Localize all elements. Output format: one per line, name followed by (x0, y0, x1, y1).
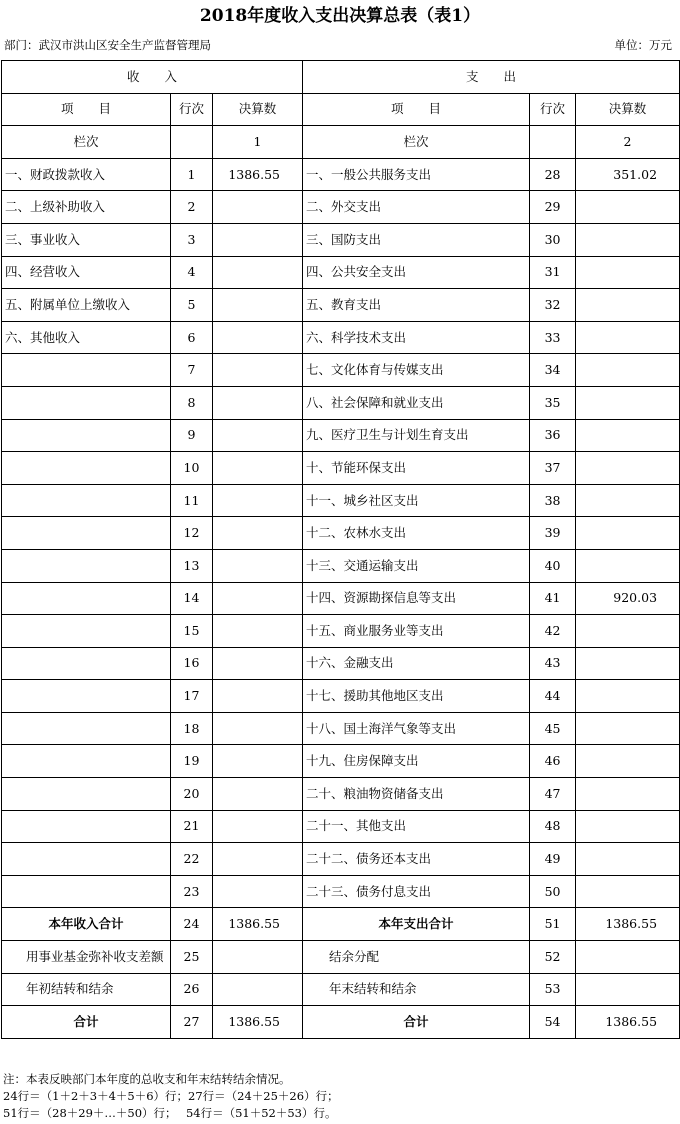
expense-summary-item: 结余分配 (303, 941, 530, 974)
income-amount (213, 680, 303, 713)
expense-row-no: 35 (530, 386, 576, 419)
income-row-no: 6 (171, 321, 213, 354)
income-row-no: 14 (171, 582, 213, 615)
expense-row-no: 46 (530, 745, 576, 778)
report-meta (4, 36, 676, 54)
expense-summary-item: 年末结转和结余 (303, 973, 530, 1006)
expense-amount (576, 517, 680, 550)
expense-summary-item: 合计 (303, 1006, 530, 1039)
income-item (2, 810, 171, 843)
expense-row-no: 31 (530, 256, 576, 289)
expense-amount (576, 615, 680, 648)
expense-amount (576, 289, 680, 322)
table-row (2, 712, 680, 745)
table-row (2, 875, 680, 908)
expense-row-no: 54 (530, 1006, 576, 1039)
expense-item: 十三、交通运输支出 (303, 549, 530, 582)
income-item: 四、经营收入 (2, 256, 171, 289)
expense-amount (576, 256, 680, 289)
expense-amount (576, 354, 680, 387)
expense-amount-header: 决算数 (576, 93, 680, 126)
expense-row-no: 45 (530, 712, 576, 745)
expense-amount (576, 810, 680, 843)
expense-item: 十五、商业服务业等支出 (303, 615, 530, 648)
income-row-no: 23 (171, 875, 213, 908)
income-amount (213, 843, 303, 876)
income-row-no: 18 (171, 712, 213, 745)
expense-row-no: 51 (530, 908, 576, 941)
table-row (2, 582, 680, 615)
expense-row-no: 34 (530, 354, 576, 387)
expense-row-no: 48 (530, 810, 576, 843)
income-amount (213, 517, 303, 550)
section-header-row (2, 61, 680, 94)
expense-row-no-header: 行次 (530, 93, 576, 126)
income-item: 三、事业收入 (2, 223, 171, 256)
expense-column-number: 2 (576, 126, 680, 159)
income-amount (213, 712, 303, 745)
expense-item: 二十一、其他支出 (303, 810, 530, 843)
note-line: 24行＝（1＋2＋3＋4＋5＋6）行；27行＝（24＋25＋26）行； (3, 1089, 339, 1103)
expense-item: 五、教育支出 (303, 289, 530, 322)
income-row-no: 3 (171, 223, 213, 256)
expense-item: 十四、资源勘探信息等支出 (303, 582, 530, 615)
income-summary-item: 年初结转和结余 (2, 973, 171, 1006)
unit-label: 单位：万元 (614, 38, 672, 52)
income-amount (213, 484, 303, 517)
expense-row-no: 53 (530, 973, 576, 1006)
income-row-no: 2 (171, 191, 213, 224)
income-row-no: 27 (171, 1006, 213, 1039)
income-row-no: 20 (171, 778, 213, 811)
expense-amount (576, 223, 680, 256)
income-row-no: 19 (171, 745, 213, 778)
expense-row-no: 52 (530, 941, 576, 974)
income-amount: 1386.55 (213, 908, 303, 941)
expense-item: 十一、城乡社区支出 (303, 484, 530, 517)
table-row (2, 843, 680, 876)
expense-row-no: 42 (530, 615, 576, 648)
income-item-header: 项 目 (2, 93, 171, 126)
expense-amount (576, 973, 680, 1006)
income-row-no: 15 (171, 615, 213, 648)
expense-row-no: 30 (530, 223, 576, 256)
income-item (2, 517, 171, 550)
note-line: 注：本表反映部门本年度的总收支和年末结转结余情况。 (3, 1072, 291, 1086)
income-row-no: 22 (171, 843, 213, 876)
table-row (2, 680, 680, 713)
expense-column-label: 栏次 (303, 126, 530, 159)
expense-amount: 1386.55 (576, 1006, 680, 1039)
income-item (2, 712, 171, 745)
income-amount (213, 419, 303, 452)
income-amount (213, 289, 303, 322)
summary-row (2, 1006, 680, 1039)
table-notes (3, 1071, 677, 1122)
income-item (2, 419, 171, 452)
expense-amount (576, 745, 680, 778)
expense-amount (576, 941, 680, 974)
income-row-no: 8 (171, 386, 213, 419)
income-item (2, 875, 171, 908)
expense-item: 二十三、债务付息支出 (303, 875, 530, 908)
expense-item: 二十、粮油物资储备支出 (303, 778, 530, 811)
income-item (2, 484, 171, 517)
expense-amount (576, 549, 680, 582)
table-row (2, 191, 680, 224)
expense-summary-item: 本年支出合计 (303, 908, 530, 941)
income-row-no: 12 (171, 517, 213, 550)
expense-amount: 1386.55 (576, 908, 680, 941)
note-line: 51行＝（28＋29＋…＋50）行； 54行＝（51＋52＋53）行。 (3, 1106, 337, 1120)
income-amount (213, 354, 303, 387)
table-row (2, 745, 680, 778)
income-row-no: 11 (171, 484, 213, 517)
column-header-row (2, 93, 680, 126)
income-item (2, 386, 171, 419)
income-amount (213, 256, 303, 289)
expense-item: 十、节能环保支出 (303, 452, 530, 485)
table-row (2, 452, 680, 485)
expense-item: 四、公共安全支出 (303, 256, 530, 289)
expense-amount (576, 191, 680, 224)
expense-row-no: 28 (530, 158, 576, 191)
expense-row-no: 50 (530, 875, 576, 908)
income-amount (213, 810, 303, 843)
income-item (2, 778, 171, 811)
column-index-row (2, 126, 680, 159)
income-row-no: 4 (171, 256, 213, 289)
income-item (2, 745, 171, 778)
income-amount (213, 386, 303, 419)
income-item (2, 582, 171, 615)
expense-amount (576, 778, 680, 811)
income-summary-item: 用事业基金弥补收支差额 (2, 941, 171, 974)
income-amount (213, 321, 303, 354)
expense-item-header: 项 目 (303, 93, 530, 126)
income-amount (213, 549, 303, 582)
income-amount (213, 582, 303, 615)
income-item: 二、上级补助收入 (2, 191, 171, 224)
table-row (2, 810, 680, 843)
expense-row-no: 29 (530, 191, 576, 224)
expense-item: 十九、住房保障支出 (303, 745, 530, 778)
income-row-no: 17 (171, 680, 213, 713)
table-row (2, 517, 680, 550)
income-item: 一、财政拨款收入 (2, 158, 171, 191)
income-item (2, 680, 171, 713)
income-item (2, 452, 171, 485)
income-item: 六、其他收入 (2, 321, 171, 354)
income-row-no: 5 (171, 289, 213, 322)
expense-item: 二、外交支出 (303, 191, 530, 224)
budget-summary-table (1, 60, 680, 1039)
expense-row-no: 36 (530, 419, 576, 452)
expense-amount (576, 680, 680, 713)
table-row (2, 289, 680, 322)
expense-amount (576, 386, 680, 419)
income-amount: 1386.55 (213, 1006, 303, 1039)
income-amount (213, 223, 303, 256)
income-item (2, 843, 171, 876)
expense-item: 六、科学技术支出 (303, 321, 530, 354)
income-column-label: 栏次 (2, 126, 171, 159)
income-item: 五、附属单位上缴收入 (2, 289, 171, 322)
expense-amount (576, 843, 680, 876)
income-row-no: 25 (171, 941, 213, 974)
income-row-no: 10 (171, 452, 213, 485)
income-item (2, 615, 171, 648)
income-row-no: 1 (171, 158, 213, 191)
table-row (2, 321, 680, 354)
summary-row (2, 973, 680, 1006)
expense-row-no: 33 (530, 321, 576, 354)
table-row (2, 354, 680, 387)
expense-item: 二十二、债务还本支出 (303, 843, 530, 876)
table-row (2, 386, 680, 419)
expense-amount (576, 712, 680, 745)
income-row-no-header: 行次 (171, 93, 213, 126)
income-row-no: 16 (171, 647, 213, 680)
income-amount (213, 615, 303, 648)
income-row-no: 7 (171, 354, 213, 387)
summary-row (2, 941, 680, 974)
table-row (2, 778, 680, 811)
income-row-no: 9 (171, 419, 213, 452)
page-title: 2018年度收入支出决算总表（表1） (199, 6, 481, 26)
income-amount (213, 452, 303, 485)
expense-amount: 351.02 (576, 158, 680, 191)
expense-amount (576, 452, 680, 485)
table-row (2, 158, 680, 191)
income-amount: 1386.55 (213, 158, 303, 191)
income-amount (213, 875, 303, 908)
income-item (2, 549, 171, 582)
table-row (2, 223, 680, 256)
income-summary-item: 合计 (2, 1006, 171, 1039)
expense-item: 七、文化体育与传媒支出 (303, 354, 530, 387)
summary-row (2, 908, 680, 941)
income-item (2, 647, 171, 680)
income-row-no: 21 (171, 810, 213, 843)
expense-amount (576, 875, 680, 908)
expense-item: 一、一般公共服务支出 (303, 158, 530, 191)
income-row-no: 24 (171, 908, 213, 941)
income-amount (213, 647, 303, 680)
expense-row-no: 49 (530, 843, 576, 876)
expense-amount (576, 419, 680, 452)
table-row (2, 615, 680, 648)
income-amount (213, 745, 303, 778)
expense-row-no: 38 (530, 484, 576, 517)
expense-item: 八、社会保障和就业支出 (303, 386, 530, 419)
income-amount (213, 973, 303, 1006)
income-amount-header: 决算数 (213, 93, 303, 126)
expense-amount: 920.03 (576, 582, 680, 615)
expense-row-no: 37 (530, 452, 576, 485)
table-row (2, 256, 680, 289)
table-row (2, 484, 680, 517)
department-label: 部门：武汉市洪山区安全生产监督管理局 (4, 38, 211, 52)
income-amount (213, 191, 303, 224)
income-row-no: 13 (171, 549, 213, 582)
income-row-no: 26 (171, 973, 213, 1006)
income-amount (213, 778, 303, 811)
income-summary-item: 本年收入合计 (2, 908, 171, 941)
expense-row-no: 43 (530, 647, 576, 680)
expense-row-no: 39 (530, 517, 576, 550)
expense-item: 九、医疗卫生与计划生育支出 (303, 419, 530, 452)
expense-section-header: 支 出 (303, 61, 680, 94)
expense-row-no: 41 (530, 582, 576, 615)
expense-amount (576, 484, 680, 517)
expense-amount (576, 321, 680, 354)
expense-row-no: 32 (530, 289, 576, 322)
expense-item: 三、国防支出 (303, 223, 530, 256)
income-item (2, 354, 171, 387)
expense-item: 十六、金融支出 (303, 647, 530, 680)
expense-item: 十八、国土海洋气象等支出 (303, 712, 530, 745)
table-row (2, 647, 680, 680)
expense-column-blank (530, 126, 576, 159)
expense-row-no: 40 (530, 549, 576, 582)
income-column-blank (171, 126, 213, 159)
expense-item: 十七、援助其他地区支出 (303, 680, 530, 713)
expense-row-no: 44 (530, 680, 576, 713)
income-column-number: 1 (213, 126, 303, 159)
expense-amount (576, 647, 680, 680)
expense-row-no: 47 (530, 778, 576, 811)
income-amount (213, 941, 303, 974)
income-section-header: 收 入 (2, 61, 303, 94)
expense-item: 十二、农林水支出 (303, 517, 530, 550)
table-row (2, 549, 680, 582)
table-row (2, 419, 680, 452)
